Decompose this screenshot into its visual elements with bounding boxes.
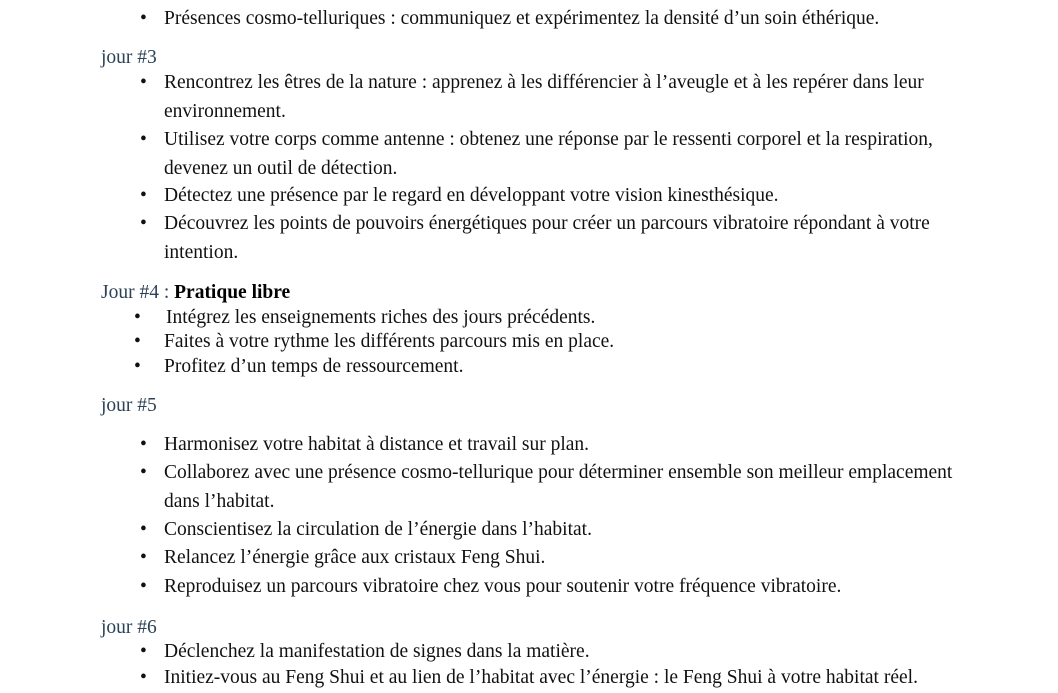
bullet: •: [140, 547, 147, 568]
list-item: [140, 664, 964, 693]
item-text: Faites à votre rythme les différents parcours mis en place.: [164, 331, 615, 352]
item-text: Utilisez votre corps comme antenne : obtenez une réponse par le ressenti corporel et la respiration, devenez un outil de détection.: [164, 129, 933, 179]
list-item: [140, 638, 964, 667]
day-title: Pratique libre: [174, 282, 291, 303]
bullet: •: [140, 641, 147, 662]
bullet: •: [140, 129, 147, 150]
item-text: Présences cosmo-telluriques : communiquez et expérimentez la densité d’un soin éthérique.: [164, 8, 880, 29]
list-item: [140, 516, 964, 545]
bullet: •: [134, 331, 141, 352]
item-text: Rencontrez les êtres de la nature : apprenez à les différencier à l’aveugle et à les repérer dans leur environnement.: [164, 72, 924, 122]
list-item: [140, 69, 964, 126]
list-item: [134, 306, 964, 330]
day-heading: jour #6: [101, 617, 157, 638]
bullet: •: [134, 356, 141, 377]
item-text: Détectez une présence par le regard en développant votre vision kinesthésique.: [164, 185, 779, 206]
bullet: •: [140, 72, 147, 93]
item-text: Relancez l’énergie grâce aux cristaux Feng Shui.: [164, 547, 546, 568]
bullet: •: [134, 307, 141, 328]
item-text: Découvrez les points de pouvoirs énergétiques pour créer un parcours vibratoire répondant à votre intention.: [164, 213, 930, 263]
bullet: •: [140, 667, 147, 688]
item-text: Intégrez les enseignements riches des jours précédents.: [166, 307, 596, 328]
bullet: •: [140, 8, 147, 29]
item-text: Déclenchez la manifestation de signes dans la matière.: [164, 641, 590, 662]
list-item: [140, 544, 964, 573]
list-item: [140, 431, 964, 460]
bullet: •: [140, 434, 147, 455]
item-text: Initiez-vous au Feng Shui et au lien de l’habitat avec l’énergie : le Feng Shui à votre habitat réel.: [164, 667, 918, 688]
item-text: Conscientisez la circulation de l’énergie dans l’habitat.: [164, 519, 592, 540]
item-text: Harmonisez votre habitat à distance et travail sur plan.: [164, 434, 590, 455]
bullet: •: [140, 213, 147, 234]
day-label: Jour #4 :: [101, 282, 175, 303]
list-item: [134, 355, 964, 379]
bullet: •: [140, 576, 147, 597]
item-text: Reproduisez un parcours vibratoire chez vous pour soutenir votre fréquence vibratoire.: [164, 576, 842, 597]
list-item: [140, 210, 964, 267]
list-item: [140, 182, 964, 211]
bullet: •: [140, 519, 147, 540]
item-text: Profitez d’un temps de ressourcement.: [164, 356, 464, 377]
list-item: [140, 459, 964, 516]
bullet: •: [140, 185, 147, 206]
list-item: [140, 5, 964, 34]
day-heading: [101, 281, 290, 305]
list-item: [134, 330, 964, 354]
day-heading: jour #3: [101, 47, 157, 68]
list-item: [140, 573, 964, 602]
list-item: [140, 126, 964, 183]
item-text: Collaborez avec une présence cosmo-tellurique pour déterminer ensemble son meilleur emplacement dans l’habitat.: [164, 462, 953, 512]
day-heading: jour #5: [101, 395, 157, 416]
bullet: •: [140, 462, 147, 483]
